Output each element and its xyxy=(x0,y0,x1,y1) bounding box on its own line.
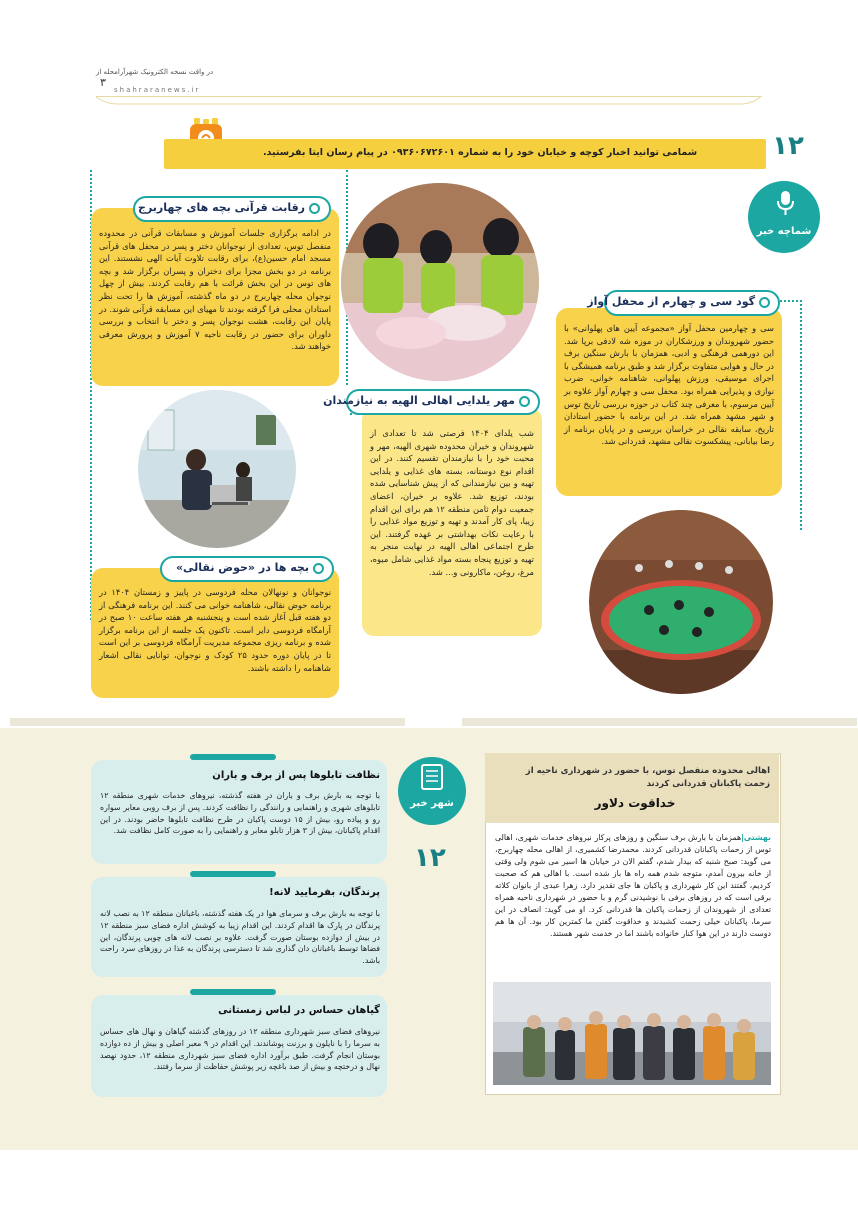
header-url[interactable]: shahraranews.ir xyxy=(114,86,201,94)
quran-title-text: رقابت قرآنی بچه های چهاربرج xyxy=(138,201,305,214)
card-tab xyxy=(190,989,276,995)
photo-naghali-boy xyxy=(138,390,296,548)
article-lead: بهشتی| xyxy=(741,833,771,842)
yalda-title-text: مهر یلدایی اهالی الهیه به نیازمندان xyxy=(323,394,515,407)
plants-body: نیروهای فضای سبز شهرداری منطقه ۱۲ در روزهای گذشته گیاهان و نهال های حساس به سرما را با نایلون و برزنت پوشاندند. این اقدام در ۹ معبر اصلی و بیش از ده دوازده بوستان انجام گرفت. طبق برآورد اداره فضای سبز شهرداری منطقه ۱۲، حدود نهصد نهال و درختچه و بیش از صد باغچه زیر پوشش حفاظت از سرما رفتند. xyxy=(100,1027,380,1072)
mic-label: شماچه خبر xyxy=(756,226,812,237)
signs-body: با توجه به بارش برف و باران در هفته گذشته، نیروهای خدمات شهری منطقه ۱۲ تابلوهای شهری و راهنمایی و رانندگی را نظافت کردند. پس از برف روبی معابر سواره رو و پیاده رو، بیش از ۱۵ دوست پاکبان در طرح نظافت تابلوها حاضر بودند. در این اقدام پاکبانان، بیش از ۳ هزار تابلو معابر و راهنمایی را به صورت کامل نظافت شد. xyxy=(100,791,380,836)
news-label: شهر خبر xyxy=(410,798,454,809)
yalda-body: شب یلدای ۱۴۰۴ فرصتی شد تا تعدادی از شهروندان و خیران محدوده شهری الهیه، مهر و محبت خود را با نیازمندان تقسیم کنند. در این اقدام نوع دوستانه، بسته های غذایی و یلدایی تهیه و بین نیازمندانی که از پیش شناسایی شده بودند، توزیع شد. علاوه بر خیران، اعضای جمعیت دوام ثامن منطقه ۱۲ هم برای این اقدام زیبا، پای کار آمدند و تهیه و توزیع مواد غذایی را با رعایت نکات بهداشتی بر عهده گرفتند. این طرح اجتماعی اهالی الهیه در نهایت منجر به تهیه و توزیع پنجاه بسته مواد غذایی شامل میوه، مرغ، روغن، ماکارونی و... شد. xyxy=(370,428,534,577)
zoorkhane-title xyxy=(587,295,770,308)
microphone-icon xyxy=(770,188,800,218)
article-subtitle: اهالی محدوده منفصل توس، با حضور در شهرداری ناحیه از زحمت پاکبانان قدردانی کردند xyxy=(525,766,770,789)
connector xyxy=(780,300,802,302)
bullet-icon xyxy=(313,563,324,574)
bullet-icon xyxy=(309,203,320,214)
zoorkhane-body: سی و چهارمین محفل آواز «مجموعه آیین های پهلوانی» با حضور شهروندان و ورزشکاران در موزه شه لادفی برپا شد. این دورهمی فرهنگی و ادبی، همزمان با بارش سنگین برف در حال و هوایی متفاوت برگزار شد و طبق برنامه همیشگی با اجرای موسیقی، ورزش پهلوانی، شاهنامه خوانی، ضرب نوازی و پذیرایی همراه بود. محفل سی و چهارم آواز علاوه بر آیین مرسوم، با معرفی چند کتاب در حوزه بررسی تاریخ توس و شهر مشهد همراه شد. در این برنامه با حضور استادان تاریخ، سابقه نقالی در خراسان بررسی و در پایان برنامه از رضا بیابانی، پیشکسوت نقالی مشهد، قدردانی شد. xyxy=(564,323,774,447)
header-curve xyxy=(0,96,858,106)
photo-zoorkhane xyxy=(589,510,773,694)
naghali-body: نوجوانان و نونهالان محله فردوسی در پاییز و زمستان ۱۴۰۴ در برنامه حوض نقالی، شاهنامه خوانی می کنند. این برنامه فرهنگی از دو هفته قبل آغاز شده است و پنجشنبه هر هفته ساعت ۱۰ صبح در آرامگاه فردوسی دایر است. تاکنون یک جلسه از این برنامه برگزار شده و برنامه ریزی مجموعه مدیریت آرامگاه فردوسی بر این است تا در پایان دوره حدود ۲۵ کودک و نوجوان، توانایی نقالی اشعار شاهنامه را داشته باشند. xyxy=(99,587,332,673)
birds-body: با توجه به بارش برف و سرمای هوا در یک هفته گذشته، باغبانان منطقه ۱۲ به نصب لانه پرندگان در پارک ها اقدام کردند. این اقدام زیبا به کوشش اداره فضای سبز منطقه ۱۲ در بیش از دوازده بوستان صورت گرفت. علاوه بر نصب لانه های چوبی پرندگان، این فضاها توسط باغبانان دان گذاری شد تا دسترسی پرندگان به غذا در روزهای سرد راحت باشد. xyxy=(100,909,380,966)
article-body xyxy=(495,832,771,940)
signs-title: نظافت تابلوها پس از برف و باران xyxy=(212,770,380,781)
quran-title xyxy=(140,201,320,214)
naghali-title xyxy=(166,561,324,574)
quran-body: در ادامه برگزاری جلسات آموزش و مسابقات قرآنی در محدوده منفصل توس، تعدادی از نوجوانان دختر و پسر در محفل های قرآنی مسجد امام حسین(ع)، برای رقابت تلاوت آیات الهی نشستند. این برنامه در دو بخش مجزا برای دختران و پسران برگزار شد و بچه های توس در این بخش قرائت با هم رقابت کردند. بیش از چهل نوجوان محله چهاربرج در دو ماه گذشته، آموزش ها را تحت نظر استادان محلی فرا گرفته بودند تا مهیای این مسابقه قرآنی شوند. در پایان این رقابت، هشت نوجوان پسر و دختر با انتخاب و بررسی داوران برای حضور در رقابت ناحیه ۷ آموزش و پرورش معرفی خواهند شد. xyxy=(99,228,331,352)
article-body-text: همزمان با بارش برف سنگین و روزهای پرکار نیروهای خدمات شهری، اهالی توس از زحمات پاکبانان قدردانی کردند. محمدرضا کشمیری، از اهالی محله چهاربرج، می گوید: صبح شنبه که بیدار شدم، گفتم الان در خیابان ها اسیر می شوم ولی وقتی از خانه بیرون آمدم، متوجه شدم همه راه ها باز شده است. با اهالی هم که صحبت کردیم، گفتند این کار شهرداری و پاکبان ها جای تقدیر دارد. زهرا عبدی از بانوان کلاته برقی است که در روزهای برفی با نوشیدنی گرم و با حضور در شهرداری ناحیه همراه تعدادی از شهروندان از زحمات پاکبان ها قدردانی کرد. او می گوید: انصاف در این سرما، پاکبانان خیلی زحمت کشیدند و خداقوت گفتن ما کمترین کار بود. آن ها هم دوست دارند در این هوا کنار خانواده باشند اما در خدمت شهر هستند. xyxy=(495,833,771,938)
newspaper-icon xyxy=(419,763,445,791)
district-number-bottom: ۱۲ xyxy=(414,843,446,873)
connector xyxy=(800,300,802,530)
zoorkhane-title-text: گود سی و چهارم از محفل آواز xyxy=(587,295,755,308)
card-tab xyxy=(190,754,276,760)
section-separator xyxy=(10,718,405,726)
bullet-icon xyxy=(759,297,770,308)
birds-title: پرندگان، بفرمایید لانه! xyxy=(269,887,380,898)
bullet-icon xyxy=(519,396,530,407)
page-number: ۳ xyxy=(100,76,106,89)
header-caption: در واقت نسخه الکترونیک شهرآرامحله از xyxy=(96,68,214,76)
photo-group-cleaners xyxy=(493,982,771,1085)
district-number: ۱۲ xyxy=(772,131,804,161)
naghali-title-text: بچه ها در «حوض نقالی» xyxy=(175,561,309,574)
card-tab xyxy=(190,871,276,877)
section-separator xyxy=(462,718,857,726)
yalda-title xyxy=(323,394,530,407)
plants-title: گیاهان حساس در لباس زمستانی xyxy=(218,1005,380,1016)
article-title: خداقوت دلاور xyxy=(594,796,676,810)
photo-girls-packing xyxy=(341,183,539,381)
banner-text: شمامی توانید اخبار کوچه و خیابان خود را به شماره ۰۹۳۶۰۶۷۲۶۰۱ در پیام رسان ایتا بفرستید. xyxy=(262,147,698,158)
